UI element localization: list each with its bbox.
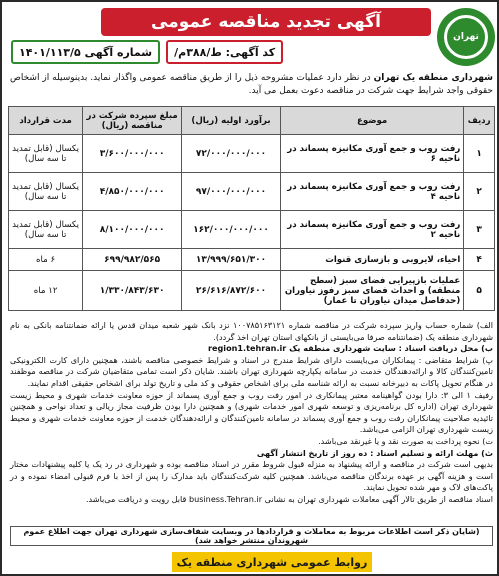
- intro-paragraph: [10, 72, 493, 98]
- note-rows-1-3: رفیف ۱ الی ۳: دارا بودن گواهینامه معتبر پیمانکاری در امور رفت روب و جمع آوری پسماند از حوزه معاونت خدمات شهری و محیط زیست شهرداری تهران (اداره کل برنامه‌ریزی و توسعه شهری امور خدمات شهری) و همچنین دارا بودن ظرفیت مجاز ریالی و تعداد نواحی و همچنین تائیدیه صلاحیت پیمانکاران رفت روب و جمع آوری پسماند در سامانه تامین‌کنندگان و ارائه‌دهندگان خدمت از حوزه معاونت خدمات شهری و محیط زیست شهرداری تهران الزامی می‌باشد.: [10, 389, 494, 435]
- row-deposit: ۸/۱۰۰/۰۰۰/۰۰۰: [83, 211, 182, 249]
- table-row: [9, 135, 495, 173]
- row-estimate: ۱۳/۹۹۹/۶۵۱/۳۰۰: [182, 249, 281, 271]
- row-subject: رفت روب و جمع آوری مکانیزه پسماند در ناحیه ۲: [280, 211, 463, 249]
- note-general: بدیهی است شرکت در مناقصه و ارائه پیشنهاد به منزله قبول شروط مقرر در اسناد مناقصه بوده و شهرداری در رد یک یا کلیه پیشنهادات مختار است و هزینه آگهی بر عهده برندگان مناقصه می‌باشد. همچنین کلیه شرکت‌کنندگان باید مدارک را پس از اخذ با فرم قبولی امضاء نموده و در پاکت‌های لاک و مهر شده تحویل نمایند.: [10, 459, 493, 493]
- intro-lead: شهرداری منطقه یک تهران: [373, 73, 493, 83]
- note-payment: ت) نحوه پرداخت به صورت نقد و یا غیرنقد می‌باشد.: [318, 435, 493, 446]
- row-subject: عملیات بازپیرایی فضای سبز (سطح منطقه) و احداث فضای سبز رفوز نیاوران (حدفاصل میدان نیاوران تا عمار): [280, 271, 463, 311]
- tehran-municipality-logo: [437, 8, 495, 66]
- tender-table: [8, 106, 495, 311]
- table-row: [9, 211, 495, 249]
- header-row-number: ردیف: [464, 107, 495, 135]
- row-duration: ۱۲ ماه: [9, 271, 83, 311]
- code-row: [11, 40, 431, 64]
- issue-number: شماره آگهی ۱۴۰۱/۱۱۳/۵: [11, 40, 160, 64]
- row-duration: یکسال (قابل تمدید تا سه سال): [9, 211, 83, 249]
- row-subject: احیاء، لایروبی و بازسازی قنوات: [280, 249, 463, 271]
- note-applicant-conditions: پ) شرایط متقاضی : پیمانکاران می‌بایست دارای شرایط مندرج در اسناد و شرایط خصوصی مناقصه باشند، همچنین دارای کارت الکترونیکی تامین‌کنندگان کالا و ارائه‌دهندگان خدمت در سامانه یکپارچه شهرداری تهران باشند. شایان ذکر است تمامی متقاضیان شرکت در مناقصه موظفند در هنگام تحویل پاکات به دبیرخانه نسبت به ارائه شناسه ملی برای اشخاص حقوقی و کد ملی و تاریخ تولد برای اشخاص حقیقی اقدام نمایند.: [10, 354, 493, 388]
- table-row: [9, 249, 495, 271]
- row-subject: رفت روب و جمع آوری مکانیزه پسماند در ناحیه ۴: [280, 173, 463, 211]
- row-estimate: ۹۷/۰۰۰/۰۰۰/۰۰۰: [182, 173, 281, 211]
- row-deposit: ۳/۶۰۰/۰۰۰/۰۰۰: [83, 135, 182, 173]
- page-title: آگهی تجدید مناقصه عمومی: [151, 12, 381, 32]
- table-row: [9, 271, 495, 311]
- row-number: ۳: [464, 211, 495, 249]
- ad-code: کد آگهی: ط/۳۸۸م/: [166, 40, 283, 64]
- row-number: ۵: [464, 271, 495, 311]
- header-subject: موضوع: [280, 107, 463, 135]
- row-estimate: ۷۲/۰۰۰/۰۰۰/۰۰۰: [182, 135, 281, 173]
- row-number: ۴: [464, 249, 495, 271]
- intro-text: در نظر دارد عملیات مشروحه ذیل را از طریق مناقصه عمومی واگذار نماید. بدینوسیله از اشخاص حقوقی واجد شرایط جهت شرکت در مناقصه دعوت بعمل می آید.: [10, 73, 493, 96]
- notes-section: [10, 320, 493, 506]
- logo-ring: [444, 15, 488, 59]
- logo-text: تهران: [453, 32, 479, 42]
- row-deposit: ۴/۸۵۰/۰۰۰/۰۰۰: [83, 173, 182, 211]
- row-duration: یکسال (قابل تمدید تا سه سال): [9, 173, 83, 211]
- row-deposit: ۶۹۹/۹۸۲/۵۶۵: [83, 249, 182, 271]
- row-deposit: ۱/۳۳۰/۸۴۳/۶۳۰: [83, 271, 182, 311]
- row-estimate: ۱۶۲/۰۰۰/۰۰۰/۰۰۰: [182, 211, 281, 249]
- header-deposit: مبلغ سپرده شرکت در مناقصه (ریال): [83, 107, 182, 135]
- title-banner: [101, 8, 431, 36]
- public-relations-bar: روابط عمومی شهرداری منطقه یک: [172, 552, 372, 572]
- note-deadline: ث) مهلت ارائه و تسلیم اسناد : ده روز از تاریخ انتشار آگهی: [256, 447, 493, 458]
- note-documents-url: اسناد مناقصه از طریق تالار آگهی معاملات شهرداری تهران به نشانی business.Tehran.ir قابل رویت و دریافت می‌باشد.: [85, 493, 493, 504]
- note-deposit-account: الف) شماره حساب واریز سپرده شرکت در مناقصه شماره ۱۰۰۷۸۵۱۶۳۱۲۱ نزد بانک شهر شعبه میدان قدس یا ارائه ضمانتنامه بانکی به نام شهرداری منطقه یک (ضمانتنامه صرفا می‌بایستی از بانکهای استان تهران اخذ گردد).: [10, 320, 493, 342]
- row-number: ۲: [464, 173, 495, 211]
- row-duration: ۶ ماه: [9, 249, 83, 271]
- header-estimate: برآورد اولیه (ریال): [182, 107, 281, 135]
- note-documents-location: ب) محل دریافت اسناد : سایت شهرداری منطقه یک region1.tehran.ir: [208, 343, 493, 354]
- table-header-row: [9, 107, 495, 135]
- header-duration: مدت قرارداد: [9, 107, 83, 135]
- row-estimate: ۲۶/۶۱۶/۸۷۲/۶۰۰: [182, 271, 281, 311]
- row-number: ۱: [464, 135, 495, 173]
- row-subject: رفت روب و جمع آوری مکانیزه پسماند در ناحیه ۶: [280, 135, 463, 173]
- transparency-note: (شایان ذکر است اطلاعات مربوط به معاملات و قراردادها در وبسایت شفاف‌سازی شهرداری تهران جهت اطلاع عموم شهروندان منتشر خواهد شد): [10, 526, 493, 546]
- row-duration: یکسال (قابل تمدید تا سه سال): [9, 135, 83, 173]
- header: [6, 6, 497, 68]
- table-row: [9, 173, 495, 211]
